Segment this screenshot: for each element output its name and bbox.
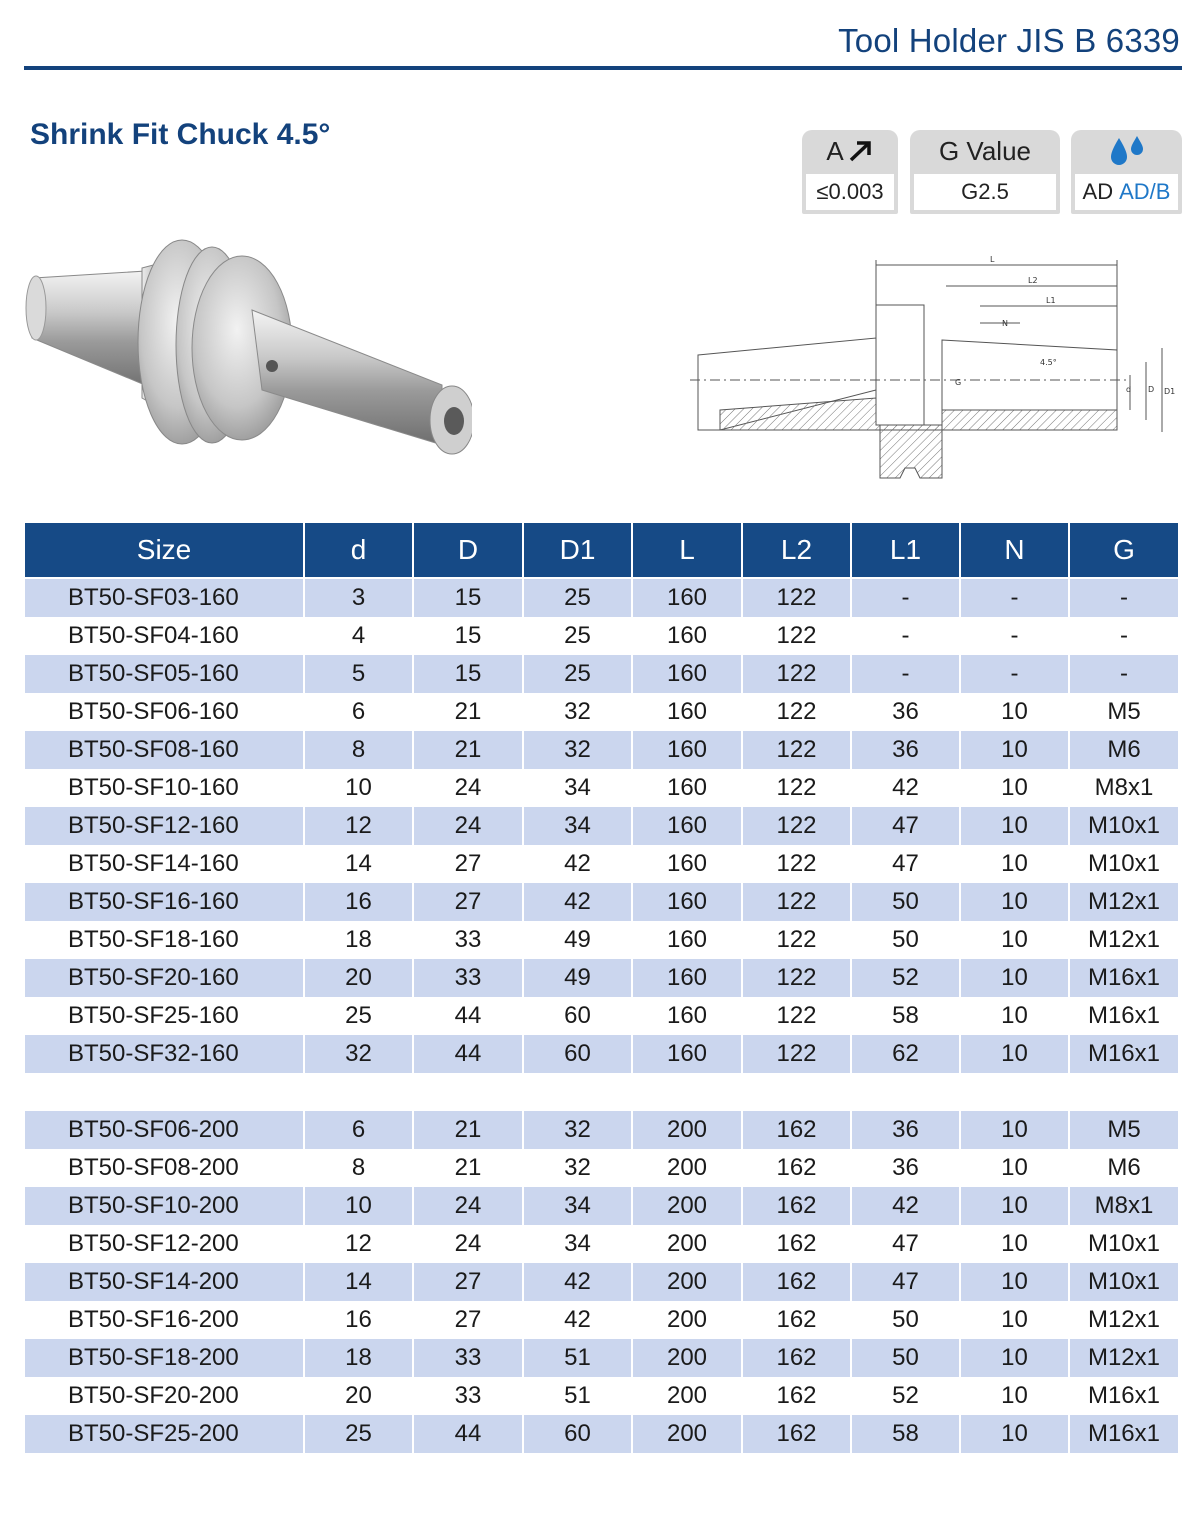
balance-label: G Value xyxy=(938,135,1031,166)
table-cell: 122 xyxy=(742,1035,851,1073)
table-cell: 160 xyxy=(632,1035,742,1073)
dim-label-d: d xyxy=(1126,385,1132,394)
col-header-D1: D1 xyxy=(523,523,632,577)
table-cell: 122 xyxy=(742,693,851,731)
table-cell: 162 xyxy=(742,1187,851,1225)
table-cell: 10 xyxy=(960,1339,1069,1377)
col-header-L: L xyxy=(632,523,742,577)
table-cell: - xyxy=(851,655,960,693)
table-cell: 122 xyxy=(742,807,851,845)
table-cell: 10 xyxy=(960,883,1069,921)
table-cell: 47 xyxy=(851,845,960,883)
table-cell: 200 xyxy=(632,1149,742,1187)
table-cell: 36 xyxy=(851,693,960,731)
table-cell: M5 xyxy=(1107,698,1141,725)
table-cell: 10 xyxy=(960,693,1069,731)
table-cell: M12x1 xyxy=(1069,883,1178,921)
table-cell: M5 xyxy=(1069,1111,1178,1149)
table-cell: 162 xyxy=(742,1149,851,1187)
table-cell: M16x1 xyxy=(1087,1382,1161,1409)
table-cell: 10 xyxy=(960,1263,1069,1301)
table-cell: 36 xyxy=(851,731,960,769)
table-cell: 20 xyxy=(304,1377,413,1415)
table-cell: 24 xyxy=(413,769,523,807)
size-cell: BT50-SF10-200 xyxy=(25,1187,304,1225)
size-cell: BT50-SF20-160 xyxy=(25,959,304,997)
table-cell: 44 xyxy=(413,997,523,1035)
product-title: Shrink Fit Chuck 4.5° xyxy=(30,118,331,151)
table-cell: 18 xyxy=(304,921,413,959)
table-cell: 21 xyxy=(413,1111,523,1149)
table-cell: 10 xyxy=(304,769,413,807)
table-cell: 122 xyxy=(742,655,851,693)
coolant-badge xyxy=(1071,130,1182,214)
table-cell: 14 xyxy=(304,845,413,883)
table-cell: 200 xyxy=(632,1301,742,1339)
accuracy-label: A xyxy=(826,135,844,166)
table-cell: - xyxy=(960,617,1069,655)
table-cell: M12x1 xyxy=(1069,1339,1178,1377)
table-cell: 60 xyxy=(523,1415,632,1453)
table-cell: 21 xyxy=(413,731,523,769)
table-cell: 162 xyxy=(742,1225,851,1263)
table-cell: 200 xyxy=(632,1377,742,1415)
table-cell: 27 xyxy=(413,845,523,883)
table-cell: 6 xyxy=(304,693,413,731)
table-cell: 24 xyxy=(413,1225,523,1263)
table-cell: 162 xyxy=(742,1111,851,1149)
table-cell: 200 xyxy=(632,1187,742,1225)
table-cell: 10 xyxy=(960,1301,1069,1339)
table-cell: M16x1 xyxy=(1069,1035,1178,1073)
table-cell: 33 xyxy=(413,959,523,997)
table-cell: 162 xyxy=(742,1301,851,1339)
table-cell: M16x1 xyxy=(1087,1002,1161,1029)
size-cell: BT50-SF10-160 xyxy=(25,769,304,807)
accuracy-badge-header xyxy=(802,130,898,172)
table-cell: 160 xyxy=(632,959,742,997)
table-cell: 10 xyxy=(960,921,1069,959)
size-cell: BT50-SF05-160 xyxy=(25,655,304,693)
table-cell: 10 xyxy=(960,769,1069,807)
table-cell: - xyxy=(960,579,1069,617)
table-cell: 122 xyxy=(742,617,851,655)
table-cell: 12 xyxy=(304,1225,413,1263)
table-cell: 122 xyxy=(742,769,851,807)
size-cell: BT50-SF06-200 xyxy=(25,1111,304,1149)
size-cell: BT50-SF08-200 xyxy=(25,1149,304,1187)
table-cell: 44 xyxy=(413,1035,523,1073)
table-cell: 33 xyxy=(413,1339,523,1377)
table-cell: M10x1 xyxy=(1087,1230,1161,1257)
table-cell: 10 xyxy=(960,1225,1069,1263)
table-cell: 32 xyxy=(304,1035,413,1073)
dim-label-angle: 4.5° xyxy=(1040,358,1057,367)
table-cell: 16 xyxy=(304,1301,413,1339)
table-cell: 162 xyxy=(742,1263,851,1301)
table-cell: 51 xyxy=(523,1377,632,1415)
table-cell: - xyxy=(1069,655,1178,693)
table-cell: 122 xyxy=(742,997,851,1035)
table-cell: 21 xyxy=(413,1149,523,1187)
table-cell: 58 xyxy=(851,997,960,1035)
table-cell: 33 xyxy=(413,1377,523,1415)
table-cell: 34 xyxy=(523,769,632,807)
table-cell: - xyxy=(851,617,960,655)
table-cell: 10 xyxy=(960,1035,1069,1073)
size-cell: BT50-SF18-160 xyxy=(25,921,304,959)
table-row xyxy=(25,1301,1178,1339)
coolant-badge-header xyxy=(1071,130,1182,172)
col-header-d: d xyxy=(304,523,413,577)
table-cell: 6 xyxy=(304,1111,413,1149)
size-cell: BT50-SF16-160 xyxy=(25,883,304,921)
table-cell: 42 xyxy=(523,883,632,921)
table-cell: M16x1 xyxy=(1069,959,1178,997)
col-header-size: Size xyxy=(25,523,304,577)
size-cell: BT50-SF14-160 xyxy=(25,845,304,883)
table-row xyxy=(25,1111,1178,1149)
size-cell: BT50-SF04-160 xyxy=(25,617,304,655)
table-cell: 16 xyxy=(304,883,413,921)
table-cell: 4 xyxy=(304,617,413,655)
col-header-D: D xyxy=(413,523,523,577)
table-cell: M12x1 xyxy=(1087,926,1161,953)
table-cell: 8 xyxy=(304,731,413,769)
table-row xyxy=(25,617,1178,655)
size-cell: BT50-SF03-160 xyxy=(25,579,304,617)
table-cell: 10 xyxy=(304,1187,413,1225)
table-cell: 44 xyxy=(413,1415,523,1453)
table-row xyxy=(25,997,1178,1035)
dim-label-D: D xyxy=(1148,385,1155,394)
table-cell: - xyxy=(960,655,1069,693)
table-row xyxy=(25,845,1178,883)
table-cell: 122 xyxy=(742,883,851,921)
size-cell: BT50-SF20-200 xyxy=(25,1377,304,1415)
dim-label-L1: L1 xyxy=(1046,296,1056,305)
table-cell: 162 xyxy=(742,1377,851,1415)
table-cell: 20 xyxy=(304,959,413,997)
table-row xyxy=(25,1149,1178,1187)
table-row xyxy=(25,921,1178,959)
accuracy-value: ≤0.003 xyxy=(806,174,894,210)
table-cell: 25 xyxy=(304,997,413,1035)
table-cell: 5 xyxy=(304,655,413,693)
table-cell: 160 xyxy=(632,617,742,655)
balance-badge xyxy=(910,130,1060,214)
table-cell: 10 xyxy=(960,997,1069,1035)
spec-table xyxy=(25,523,1178,1453)
table-cell: 160 xyxy=(632,769,742,807)
table-cell: 42 xyxy=(851,769,960,807)
col-header-L2: L2 xyxy=(742,523,851,577)
table-cell: 32 xyxy=(523,693,632,731)
table-cell: M10x1 xyxy=(1087,850,1161,877)
table-cell: 21 xyxy=(413,693,523,731)
table-cell: M10x1 xyxy=(1069,1263,1178,1301)
table-row xyxy=(25,1225,1178,1263)
table-row xyxy=(25,693,1178,731)
table-cell: 60 xyxy=(523,1035,632,1073)
table-cell: - xyxy=(1069,579,1178,617)
table-cell: 36 xyxy=(851,1149,960,1187)
table-cell: 122 xyxy=(742,731,851,769)
table-cell: - xyxy=(851,579,960,617)
table-row xyxy=(25,1377,1178,1415)
size-cell: BT50-SF14-200 xyxy=(25,1263,304,1301)
table-cell: 32 xyxy=(523,731,632,769)
table-cell: 60 xyxy=(523,997,632,1035)
table-cell: 52 xyxy=(851,959,960,997)
table-cell: M16x1 xyxy=(1069,1415,1178,1453)
table-cell: 25 xyxy=(523,617,632,655)
table-cell: 200 xyxy=(632,1263,742,1301)
header-divider xyxy=(24,66,1182,70)
water-drops-icon xyxy=(1105,134,1149,168)
table-row xyxy=(25,959,1178,997)
table-cell: 200 xyxy=(632,1339,742,1377)
table-cell: 160 xyxy=(632,655,742,693)
table-cell: 25 xyxy=(523,655,632,693)
table-group-gap xyxy=(25,1073,1178,1111)
dim-label-L: L xyxy=(990,255,995,264)
table-cell: 15 xyxy=(413,579,523,617)
size-cell: BT50-SF25-160 xyxy=(25,997,304,1035)
table-cell: 58 xyxy=(851,1415,960,1453)
table-cell: 42 xyxy=(851,1187,960,1225)
table-cell: 47 xyxy=(851,1263,960,1301)
table-cell: M8x1 xyxy=(1069,1187,1178,1225)
table-row xyxy=(25,769,1178,807)
table-cell: 122 xyxy=(742,579,851,617)
table-cell: 3 xyxy=(304,579,413,617)
size-cell: BT50-SF16-200 xyxy=(25,1301,304,1339)
table-row xyxy=(25,1263,1178,1301)
table-cell: 52 xyxy=(851,1377,960,1415)
table-row xyxy=(25,807,1178,845)
table-cell: 15 xyxy=(413,617,523,655)
size-cell: BT50-SF25-200 xyxy=(25,1415,304,1453)
table-cell: 160 xyxy=(632,693,742,731)
page-header-title: Tool Holder JIS B 6339 xyxy=(838,22,1180,59)
table-cell: 49 xyxy=(523,959,632,997)
size-cell: BT50-SF12-200 xyxy=(25,1225,304,1263)
table-cell: 10 xyxy=(960,845,1069,883)
table-row xyxy=(25,1187,1178,1225)
table-cell: 62 xyxy=(851,1035,960,1073)
table-cell: 15 xyxy=(413,655,523,693)
table-cell: 27 xyxy=(413,883,523,921)
table-cell: 42 xyxy=(523,1263,632,1301)
table-cell: 122 xyxy=(742,959,851,997)
table-cell: 42 xyxy=(523,845,632,883)
col-header-G: G xyxy=(1069,523,1178,577)
table-row xyxy=(25,1339,1178,1377)
table-cell: 32 xyxy=(523,1111,632,1149)
table-cell: 50 xyxy=(851,1339,960,1377)
table-cell: 162 xyxy=(742,1339,851,1377)
table-row xyxy=(25,731,1178,769)
table-cell: 122 xyxy=(742,845,851,883)
size-cell: BT50-SF32-160 xyxy=(25,1035,304,1073)
coolant-value-adb: AD/B xyxy=(1119,179,1171,204)
table-cell: 10 xyxy=(960,1415,1069,1453)
spec-table-body xyxy=(25,577,1178,1453)
table-cell: 50 xyxy=(851,921,960,959)
table-cell: 25 xyxy=(523,579,632,617)
table-header-row xyxy=(25,523,1178,577)
table-cell: 34 xyxy=(523,807,632,845)
col-header-N: N xyxy=(960,523,1069,577)
table-cell: 50 xyxy=(851,883,960,921)
product-photo xyxy=(22,230,472,485)
table-cell: 27 xyxy=(413,1263,523,1301)
table-cell: 25 xyxy=(304,1415,413,1453)
table-cell: 47 xyxy=(851,807,960,845)
col-header-L1: L1 xyxy=(851,523,960,577)
accuracy-badge xyxy=(802,130,898,214)
table-cell: M10x1 xyxy=(1069,807,1178,845)
table-cell: M6 xyxy=(1069,731,1178,769)
table-cell: 8 xyxy=(304,1149,413,1187)
table-row xyxy=(25,883,1178,921)
table-cell: 36 xyxy=(851,1111,960,1149)
dim-label-N: N xyxy=(1002,319,1008,328)
table-cell: 42 xyxy=(523,1301,632,1339)
table-cell: 33 xyxy=(413,921,523,959)
table-cell: - xyxy=(1120,622,1128,649)
table-cell: 10 xyxy=(960,1187,1069,1225)
table-cell: 14 xyxy=(304,1263,413,1301)
table-cell: 32 xyxy=(523,1149,632,1187)
balance-value: G2.5 xyxy=(914,174,1056,210)
table-cell: M8x1 xyxy=(1094,774,1154,801)
table-cell: 200 xyxy=(632,1225,742,1263)
coolant-value-ad: AD xyxy=(1082,179,1114,204)
dim-label-D1: D1 xyxy=(1164,387,1176,396)
technical-drawing xyxy=(690,250,1185,480)
table-cell: 10 xyxy=(960,1377,1069,1415)
table-cell: M12x1 xyxy=(1087,1306,1161,1333)
table-cell: 49 xyxy=(523,921,632,959)
coolant-value xyxy=(1075,174,1178,210)
table-cell: 160 xyxy=(632,921,742,959)
table-cell: 34 xyxy=(523,1225,632,1263)
table-cell: 50 xyxy=(851,1301,960,1339)
table-cell: 160 xyxy=(632,845,742,883)
table-cell: 160 xyxy=(632,579,742,617)
arrow-up-right-icon xyxy=(848,139,874,163)
table-cell: 160 xyxy=(632,883,742,921)
table-cell: 160 xyxy=(632,997,742,1035)
table-cell: 10 xyxy=(960,807,1069,845)
size-cell: BT50-SF06-160 xyxy=(25,693,304,731)
table-cell: M6 xyxy=(1107,1154,1141,1181)
table-cell: 47 xyxy=(851,1225,960,1263)
table-cell: 10 xyxy=(960,959,1069,997)
size-cell: BT50-SF18-200 xyxy=(25,1339,304,1377)
dim-label-G: G xyxy=(955,378,962,387)
table-cell: 27 xyxy=(413,1301,523,1339)
table-row xyxy=(25,655,1178,693)
table-cell: 10 xyxy=(960,1111,1069,1149)
table-cell: 200 xyxy=(632,1111,742,1149)
table-cell: 200 xyxy=(632,1415,742,1453)
table-cell: 10 xyxy=(960,731,1069,769)
table-cell: 24 xyxy=(413,807,523,845)
table-row xyxy=(25,579,1178,617)
table-cell: 160 xyxy=(632,731,742,769)
table-cell: 34 xyxy=(523,1187,632,1225)
table-row xyxy=(25,1035,1178,1073)
table-cell: 24 xyxy=(413,1187,523,1225)
table-cell: 18 xyxy=(304,1339,413,1377)
table-cell: 122 xyxy=(742,921,851,959)
dim-label-L2: L2 xyxy=(1028,276,1038,285)
size-cell: BT50-SF12-160 xyxy=(25,807,304,845)
table-cell: 10 xyxy=(960,1149,1069,1187)
table-row xyxy=(25,1415,1178,1453)
table-cell: 162 xyxy=(742,1415,851,1453)
table-cell: 12 xyxy=(304,807,413,845)
table-cell: 51 xyxy=(523,1339,632,1377)
size-cell: BT50-SF08-160 xyxy=(25,731,304,769)
table-cell: 160 xyxy=(632,807,742,845)
